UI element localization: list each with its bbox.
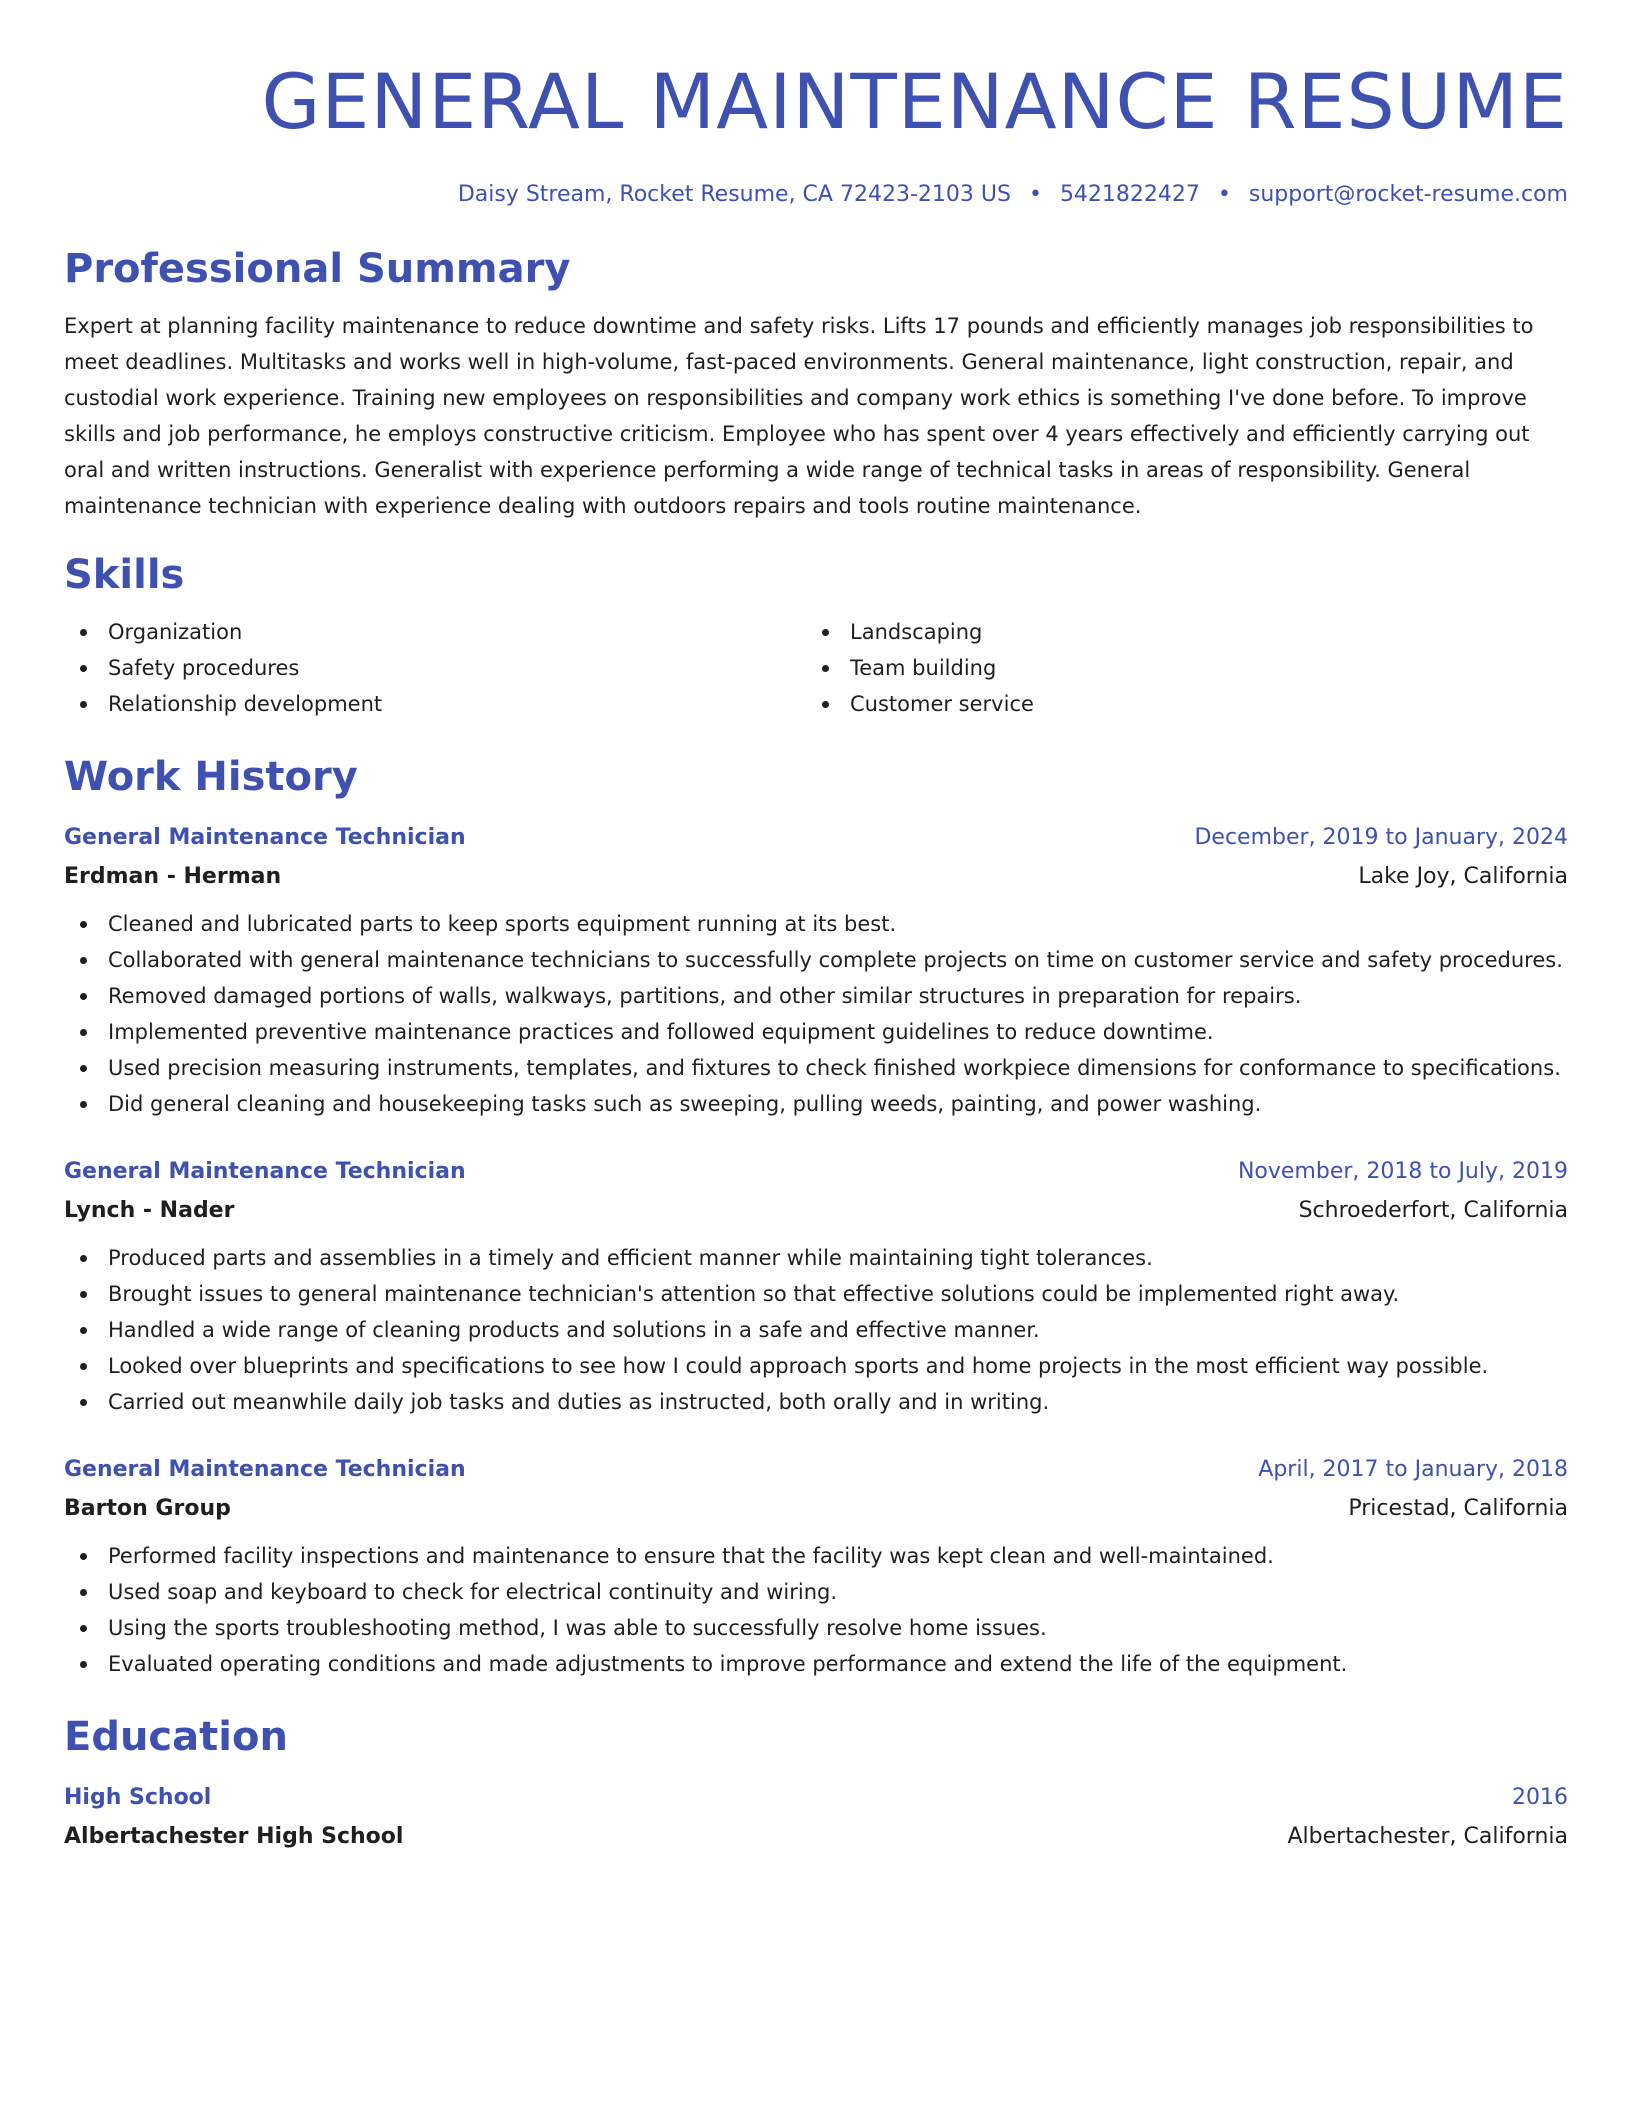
list-item: Implemented preventive maintenance practices and followed equipment guidelines to reduce downtime. [64,1014,1568,1050]
skills-column-right [806,614,1548,722]
skill-item: Relationship development [64,686,806,722]
list-item: Used precision measuring instruments, templates, and fixtures to check finished workpiece dimensions for conformance to specifications. [64,1050,1568,1086]
bullet-icon [822,701,829,708]
skills-column-left [64,614,806,722]
school-name: Albertachester High School [64,1824,404,1849]
skill-item: Customer service [806,686,1548,722]
job-title: General Maintenance Technician [64,1159,466,1184]
skill-item: Organization [64,614,806,650]
bullet-icon [80,1101,87,1108]
company-name: Barton Group [64,1496,231,1521]
bullet-icon [822,665,829,672]
job-location: Lake Joy, California [1358,864,1568,889]
bullet-icon [822,629,829,636]
job-dates: April, 2017 to January, 2018 [1258,1457,1568,1482]
list-item: Produced parts and assemblies in a timely and efficient manner while maintaining tight tolerances. [64,1240,1568,1276]
bullet-icon [80,629,87,636]
skill-item: Landscaping [806,614,1548,650]
skills-heading: Skills [64,552,185,598]
school-location: Albertachester, California [1287,1824,1568,1849]
bullet-icon [80,1553,87,1560]
job-entry [64,1152,1568,1420]
list-item: Handled a wide range of cleaning products and solutions in a safe and effective manner. [64,1312,1568,1348]
resume-page [64,52,1568,1856]
bullet-icon [80,1029,87,1036]
bullet-icon [80,921,87,928]
work-history-heading: Work History [64,754,358,800]
summary-heading: Professional Summary [64,246,571,292]
skill-item: Safety procedures [64,650,806,686]
bullet-icon [80,1661,87,1668]
bullet-icon [80,1589,87,1596]
list-item: Performed facility inspections and maintenance to ensure that the facility was kept clean and well-maintained. [64,1538,1568,1574]
company-name: Lynch - Nader [64,1198,235,1223]
job-location: Schroederfort, California [1298,1198,1568,1223]
resume-title: GENERAL MAINTENANCE RESUME [261,57,1568,146]
skills-list [64,614,1568,722]
job-bullets [64,1538,1568,1682]
skill-item: Team building [806,650,1548,686]
job-title: General Maintenance Technician [64,1457,466,1482]
contact-address: Daisy Stream, Rocket Resume, CA 72423-2103 US [457,182,1011,207]
education-heading: Education [64,1714,288,1760]
list-item: Did general cleaning and housekeeping tasks such as sweeping, pulling weeds, painting, and power washing. [64,1086,1568,1122]
list-item: Collaborated with general maintenance technicians to successfully complete projects on time on customer service and safety procedures. [64,942,1568,978]
bullet-icon [80,1363,87,1370]
contact-phone: 5421822427 [1059,182,1200,207]
list-item: Looked over blueprints and specifications to see how I could approach sports and home projects in the most efficient way possible. [64,1348,1568,1384]
company-name: Erdman - Herman [64,864,282,889]
degree: High School [64,1785,212,1810]
bullet-icon [80,1065,87,1072]
education-entry [64,1778,1568,1856]
summary-text: Expert at planning facility maintenance to reduce downtime and safety risks. Lifts 17 pounds and efficiently manages job responsibilities to meet deadlines. Multitasks and works well in high-volume, fast-paced environments. General maintenance, light construction, repair, and custodial work experience. Training new employees on responsibilities and company work ethics is something I've done before. To improve skills and job performance, he employs constructive criticism. Employee who has spent over 4 years effectively and efficiently carrying out oral and written instructions. Generalist with experience performing a wide range of technical tasks in areas of responsibility. General maintenance technician with experience dealing with outdoors repairs and tools routine maintenance. [64,314,1534,518]
bullet-icon [80,993,87,1000]
job-bullets [64,906,1568,1122]
bullet-icon [80,1625,87,1632]
list-item: Cleaned and lubricated parts to keep sports equipment running at its best. [64,906,1568,942]
list-item: Brought issues to general maintenance technician's attention so that effective solutions could be implemented right away. [64,1276,1568,1312]
bullet-icon [80,1255,87,1262]
contact-line [64,180,1568,210]
job-entry [64,1450,1568,1682]
job-entry [64,818,1568,1122]
job-location: Pricestad, California [1348,1496,1568,1521]
job-bullets [64,1240,1568,1420]
bullet-icon [80,1327,87,1334]
contact-separator: • [1028,182,1042,207]
graduation-year: 2016 [1512,1785,1568,1810]
job-dates: December, 2019 to January, 2024 [1194,825,1568,850]
contact-email: support@rocket-resume.com [1248,182,1568,207]
contact-separator: • [1217,182,1231,207]
list-item: Carried out meanwhile daily job tasks and duties as instructed, both orally and in writing. [64,1384,1568,1420]
list-item: Used soap and keyboard to check for electrical continuity and wiring. [64,1574,1568,1610]
job-title: General Maintenance Technician [64,825,466,850]
list-item: Using the sports troubleshooting method, I was able to successfully resolve home issues. [64,1610,1568,1646]
job-dates: November, 2018 to July, 2019 [1237,1159,1568,1184]
bullet-icon [80,957,87,964]
bullet-icon [80,665,87,672]
bullet-icon [80,1399,87,1406]
list-item: Removed damaged portions of walls, walkways, partitions, and other similar structures in preparation for repairs. [64,978,1568,1014]
list-item: Evaluated operating conditions and made adjustments to improve performance and extend the life of the equipment. [64,1646,1568,1682]
bullet-icon [80,1291,87,1298]
bullet-icon [80,701,87,708]
